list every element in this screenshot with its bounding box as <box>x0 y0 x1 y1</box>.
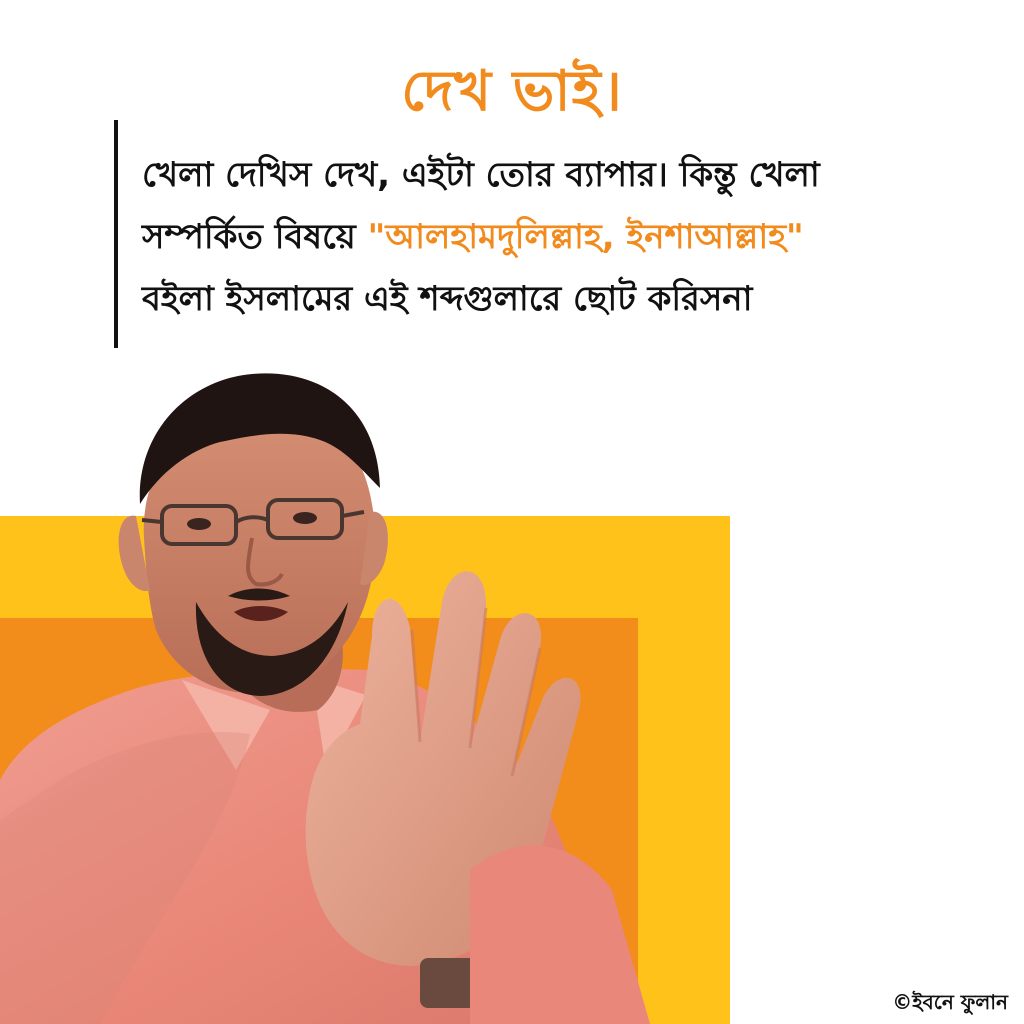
quote-vertical-rule <box>114 120 118 348</box>
man-photo-cutout <box>0 350 730 1024</box>
credit-signature: ©ইবনে ফুলান <box>892 990 1008 1014</box>
eye-right <box>293 512 317 524</box>
quote-line-1: খেলা দেখিস দেখ, এইটা তোর ব্যাপার। কিন্তু খেলা <box>142 155 820 195</box>
quote-line-2-start: সম্পর্কিত বিষয়ে <box>142 217 368 257</box>
headline-title: দেখ ভাই। <box>401 59 623 124</box>
sleeve-right <box>470 845 650 1024</box>
quote-line-2 <box>142 206 1002 268</box>
quote-line-3: বইলা ইসলামের এই শব্দগুলারে ছোট করিসনা <box>142 279 753 319</box>
quote-highlight: "আলহামদুলিল্লাহ, ইনশাআল্লাহ" <box>367 217 804 257</box>
quote-block <box>142 144 1002 330</box>
eye-left <box>187 518 211 530</box>
